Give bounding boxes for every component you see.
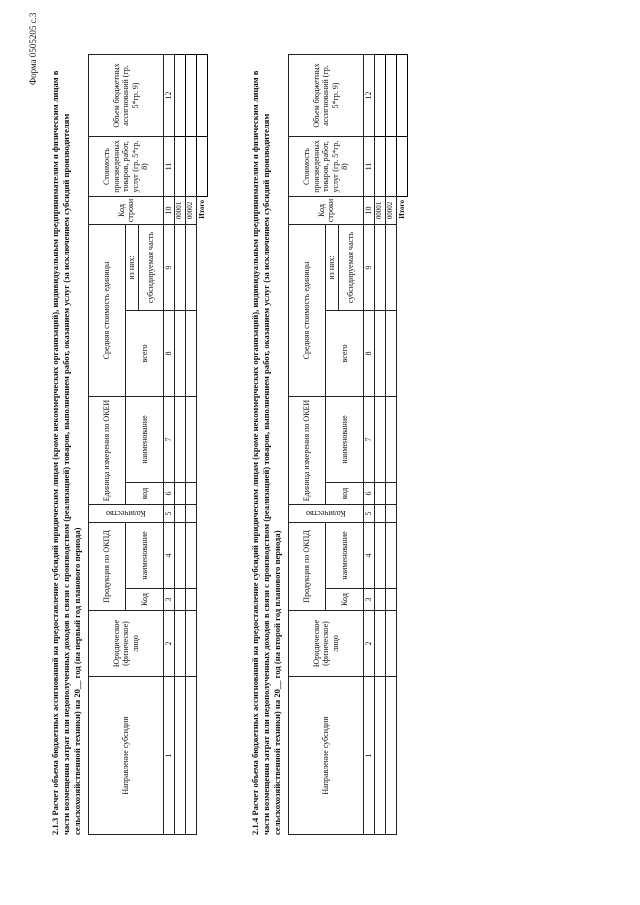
table-row: [186, 55, 197, 835]
colnum: 3: [164, 589, 175, 611]
colnum: 9: [364, 225, 375, 311]
colnum: 1: [164, 677, 175, 835]
colnum: 2: [164, 611, 175, 677]
row-code: 00002: [386, 197, 397, 225]
col-budget-volume: Объем бюджетных ассигнований (гр. 5*гр. 9): [89, 55, 164, 137]
colnum: 9: [164, 225, 175, 311]
colnum: 11: [364, 137, 375, 197]
colnum: 6: [164, 483, 175, 505]
col-okpd-name: наименование: [326, 523, 364, 589]
col-okpd-code: Код: [126, 589, 164, 611]
colnum: 10: [364, 197, 375, 225]
row-code: 00002: [186, 197, 197, 225]
section-2-1-4: [250, 55, 408, 835]
col-line-code: Код строки: [89, 197, 164, 225]
colnum: 4: [164, 523, 175, 589]
col-legal-entity: Юридическое (физическое) лицо: [89, 611, 164, 677]
subsidy-table: [288, 54, 408, 835]
table-row: [375, 55, 386, 835]
colnum: 7: [164, 397, 175, 483]
totals-row: [397, 55, 408, 835]
colnum: 12: [164, 55, 175, 137]
col-total: всего: [326, 311, 364, 397]
col-okpd-code: Код: [326, 589, 364, 611]
form-code: Форма 0505205 с.3: [28, 12, 38, 85]
col-unit-name: наименование: [326, 397, 364, 483]
totals-row: [197, 55, 208, 835]
colnum: 2: [364, 611, 375, 677]
col-product-okpd: Продукция по ОКПД: [289, 523, 326, 611]
col-avg-cost: Средняя стоимость единицы: [89, 225, 126, 397]
section-heading: 2.1.4 Расчет объема бюджетных ассигнований на предоставление субсидий юридическим лицам (кроме некоммерческих организаций), индивидуальным предпринимателям и физическим лицам в части возмещения затрат или недополученных доходов в связи с производством (реализацией) товаров, выполнением работ, оказанием услуг (за исключением субсидий производителям сельскохозяйственной техники) на 20__ год (на второй год планового периода): [250, 70, 282, 835]
colnum: 10: [164, 197, 175, 225]
col-unit-okei: Единица измерения по ОКЕИ: [89, 397, 126, 505]
col-total: всего: [126, 311, 164, 397]
col-quantity: Количество: [289, 505, 364, 523]
row-code: 00001: [175, 197, 186, 225]
col-subsidized-part: субсидируемая часть: [139, 225, 164, 311]
col-quantity: Количество: [89, 505, 164, 523]
colnum: 11: [164, 137, 175, 197]
section-heading: 2.1.3 Расчет объема бюджетных ассигнований на предоставление субсидий юридическим лицам (кроме некоммерческих организаций), индивидуальным предпринимателям и физическим лицам в части возмещения затрат или недополученных доходов в связи с производством (реализацией) товаров, выполнением работ, оказанием услуг (за исключением субсидий производителям сельскохозяйственной техники) на 20__ год (на первый год планового периода): [50, 70, 82, 835]
colnum: 8: [364, 311, 375, 397]
table-row: [386, 55, 397, 835]
col-avg-cost: Средняя стоимость единицы: [289, 225, 326, 397]
col-direction: Направление субсидии: [289, 677, 364, 835]
col-of-which: из них:: [126, 225, 139, 311]
colnum: 4: [364, 523, 375, 589]
colnum: 1: [364, 677, 375, 835]
colnum: 7: [364, 397, 375, 483]
totals-label: Итого: [397, 200, 406, 219]
col-legal-entity: Юридическое (физическое) лицо: [289, 611, 364, 677]
col-unit-code: код: [126, 483, 164, 505]
col-unit-name: наименование: [126, 397, 164, 483]
colnum: 5: [364, 505, 375, 523]
col-subsidized-part: субсидируемая часть: [339, 225, 364, 311]
col-okpd-name: наименование: [126, 523, 164, 589]
colnum: 6: [364, 483, 375, 505]
totals-label: Итого: [197, 200, 206, 219]
subsidy-table: [88, 54, 208, 835]
colnum: 8: [164, 311, 175, 397]
col-of-which: из них:: [326, 225, 339, 311]
col-product-okpd: Продукция по ОКПД: [89, 523, 126, 611]
col-line-code: Код строки: [289, 197, 364, 225]
section-2-1-3: [50, 55, 208, 835]
col-cost-goods: Стоимость произведенных товаров, работ, услуг (гр. 5*гр. 8): [89, 137, 164, 197]
colnum: 12: [364, 55, 375, 137]
colnum: 5: [164, 505, 175, 523]
row-code: 00001: [375, 197, 386, 225]
col-cost-goods: Стоимость произведенных товаров, работ, услуг (гр. 5*гр. 8): [289, 137, 364, 197]
table-row: [175, 55, 186, 835]
col-budget-volume: Объем бюджетных ассигнований (гр. 5*гр. 9): [289, 55, 364, 137]
col-unit-code: код: [326, 483, 364, 505]
col-unit-okei: Единица измерения по ОКЕИ: [289, 397, 326, 505]
colnum: 3: [364, 589, 375, 611]
col-direction: Направление субсидии: [89, 677, 164, 835]
